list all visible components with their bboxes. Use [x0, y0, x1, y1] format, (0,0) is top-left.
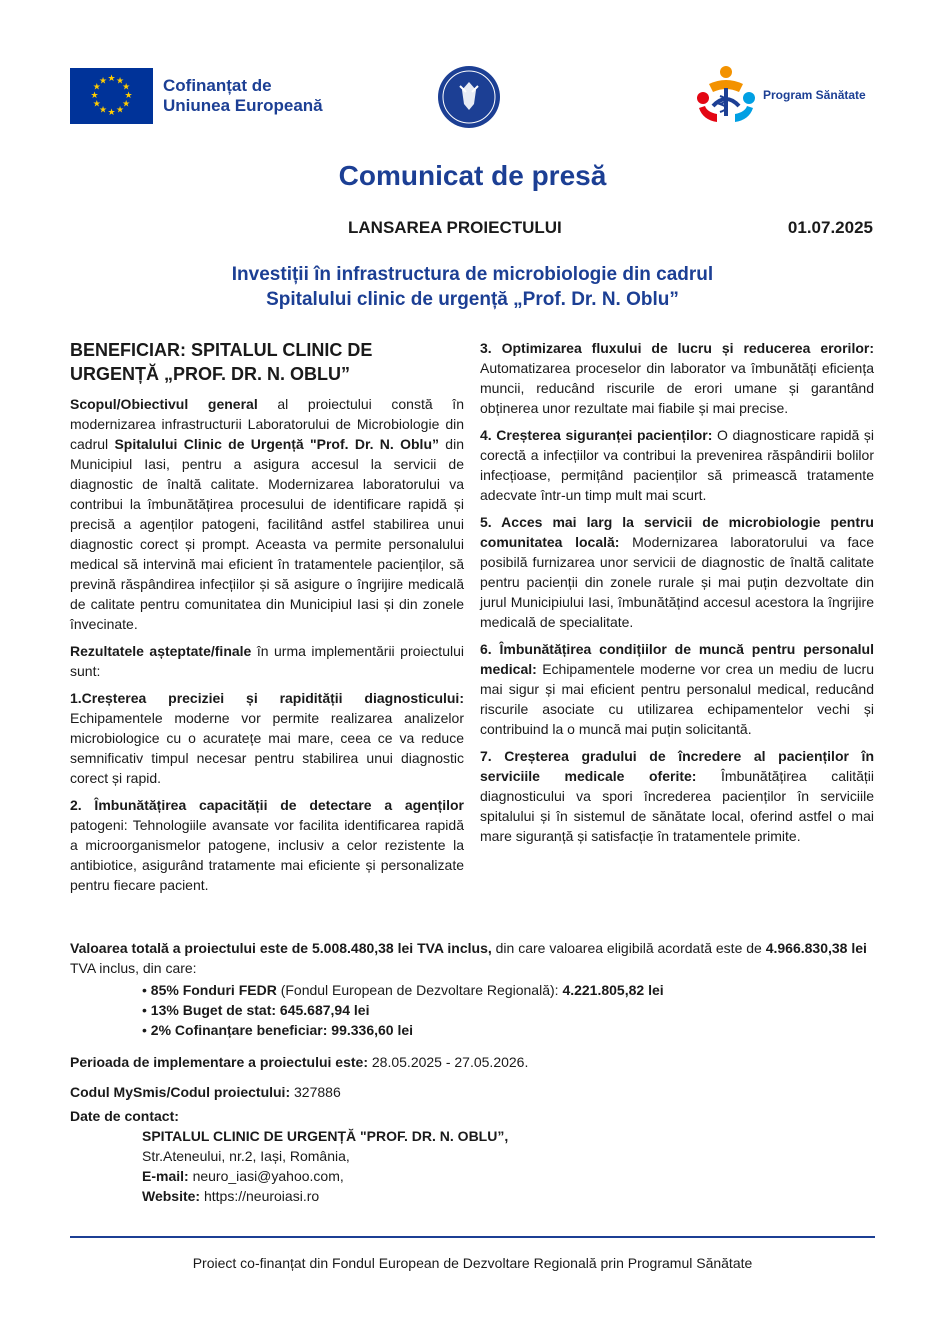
contact-website: Website: https://neuroiasi.ro	[142, 1188, 320, 1204]
svg-text:★: ★	[122, 99, 131, 110]
svg-text:★: ★	[107, 108, 116, 118]
romanian-government-logo	[436, 64, 502, 130]
left-column	[70, 338, 464, 902]
svg-text:★: ★	[92, 82, 101, 93]
project-value: Valoarea totală a proiectului este de 5.008.480,38 lei TVA inclus, din care valoarea eligibilă acordată este de 4.966.830,38 lei TVA inclus, din care:	[70, 940, 867, 976]
funding-item-beneficiary: • 2% Cofinanțare beneficiar: 99.336,60 lei	[142, 1020, 875, 1040]
release-date: 01.07.2025	[787, 218, 873, 237]
result-item-2: 2. Îmbunătățirea capacității de detectare a agenților patogeni: Tehnologiile avansate vor facilita identificarea rapidă a microorganismelor patogene, inclusiv a celor rezistente la antibiotice, asigurând tratamente mai eficiente și personalizate pentru fiecare pacient.	[70, 797, 464, 893]
svg-text:★: ★	[115, 76, 125, 87]
result-item-5: 5. Acces mai larg la servicii de microbiologie pentru comunitatea locală: Modernizarea laboratorului va face posibilă furnizarea unor servicii de diagnostic de înaltă calitate pentru pacienții din zonele rurale și mai puțin dezvoltate din jurul Municipiului Iasi, îmbunătățind accesul acestora la îngrijire medicală de specialitate.	[480, 514, 874, 630]
eu-cofinancing-logo	[70, 68, 323, 124]
subtitle-line2: Spitalului clinic de urgență „Prof. Dr. N. Oblu”	[266, 289, 679, 310]
contact-address: Str.Ateneului, nr.2, Iași, România,	[142, 1148, 350, 1164]
eu-flag-icon	[70, 68, 153, 124]
beneficiary-heading: BENEFICIAR: SPITALUL CLINIC DE URGENȚĂ „PROF. DR. N. OBLU”	[70, 340, 373, 384]
svg-text:★: ★	[98, 76, 108, 87]
funding-breakdown	[142, 980, 875, 1040]
objective-paragraph: Scopul/Obiectivul general al proiectului constă în modernizarea infrastructurii Laboratorului de Microbiologie din cadrul Spitalului Clinic de Urgență "Prof. Dr. N. Oblu” din Municipiul Iasi, pentru a asigura accesul la servicii de diagnostic de înaltă calitate. Modernizarea laboratorului va contribui la îmbunătățirea procesului de identificare rapidă și precisă a agenților patogeni, facilitând astfel stabilirea unui diagnostic corect și prompt. Aceasta va permite personalului medical să intervină mai eficient în tratamentele pacienților, să prevină răspândirea infecțiilor și să asigure o îngrijire medicală de calitate pentru comunitatea din Municipiul Iasi și din zonele învecinate.	[70, 396, 464, 632]
svg-text:★: ★	[90, 91, 99, 101]
page-title: Comunicat de presă	[338, 160, 607, 191]
svg-text:★: ★	[122, 82, 131, 93]
funding-item-fedr: • 85% Fonduri FEDR (Fondul European de Dezvoltare Regională): 4.221.805,82 lei	[142, 980, 875, 1000]
project-subtitle	[0, 262, 945, 312]
contact-label: Date de contact:	[70, 1108, 179, 1124]
result-item-6: 6. Îmbunătățirea condițiilor de muncă pentru personalul medical: Echipamentele moderne vor crea un mediu de lucru mai sigur și mai eficient pentru personalul medical, reducând riscurile asociate cu utilizarea echipamentelor vechi și contribuind la o muncă mai puțin solicitantă.	[480, 641, 874, 737]
program-sanatate-icon	[693, 62, 759, 128]
program-sanatate-logo	[693, 62, 866, 128]
svg-text:★: ★	[115, 105, 125, 116]
svg-text:★: ★	[92, 99, 101, 110]
contact-email: E-mail: neuro_iasi@yahoo.com,	[142, 1168, 344, 1184]
svg-text:★: ★	[107, 74, 116, 84]
right-column	[480, 338, 874, 853]
result-item-1: 1.Creșterea preciziei și rapidității diagnosticului: Echipamentele moderne vor permite realizarea analizelor microbiologice cu o acuratețe mai mare, ceea ce va reduce semnificativ timpul necesar pentru stabilirea unui diagnostic corect și rapid.	[70, 690, 464, 786]
results-intro: Rezultatele așteptate/finale în urma implementării proiectului sunt:	[70, 643, 464, 679]
funding-item-state-budget: • 13% Buget de stat: 645.687,94 lei	[142, 1000, 875, 1020]
launch-label: LANSAREA PROIECTULUI	[348, 218, 562, 237]
result-item-3: 3. Optimizarea fluxului de lucru și reducerea erorilor: Automatizarea proceselor din laborator va îmbunătăți eficiența muncii, reducând riscurile de erori umane și garantând obținerea unor rezultate mai fiabile și mai precise.	[480, 340, 874, 416]
svg-text:★: ★	[98, 105, 108, 116]
contact-details	[142, 1126, 875, 1206]
implementation-period: Perioada de implementare a proiectului este: 28.05.2025 - 27.05.2026.	[70, 1054, 529, 1070]
project-details	[70, 938, 875, 1206]
project-code: Codul MySmis/Codul proiectului: 327886	[70, 1084, 341, 1100]
eu-text-line2: Uniunea Europeană	[163, 96, 323, 115]
program-sanatate-label: Program Sănătate	[763, 88, 866, 102]
subtitle-line1: Investiții în infrastructura de microbiologie din cadrul	[231, 264, 714, 285]
footer-text: Proiect co-finanțat din Fondul European de Dezvoltare Regională prin Programul Sănătate	[192, 1255, 753, 1271]
svg-text:★: ★	[124, 91, 133, 101]
footer-divider	[70, 1236, 875, 1238]
contact-organization: SPITALUL CLINIC DE URGENȚĂ "PROF. DR. N. OBLU”,	[142, 1128, 509, 1144]
result-item-4: 4. Creșterea siguranței pacienților: O diagnosticare rapidă și corectă a infecțiilor va contribui la prevenirea răspândirii bolilor infecțioase, permițând pacienților să primească tratamente adecvate într-un timp mult mai scurt.	[480, 427, 874, 503]
eu-text-line1: Cofinanțat de	[163, 76, 272, 95]
result-item-7: 7. Creșterea gradului de încredere al pacienților în serviciile medicale oferite: Îmbunătățirea calității diagnosticului va spori încrederea pacienților în serviciile spitalului și în sistemul de sănătate local, oferind astfel o mai mare siguranță și satisfacție în tratamentele primite.	[480, 748, 874, 844]
